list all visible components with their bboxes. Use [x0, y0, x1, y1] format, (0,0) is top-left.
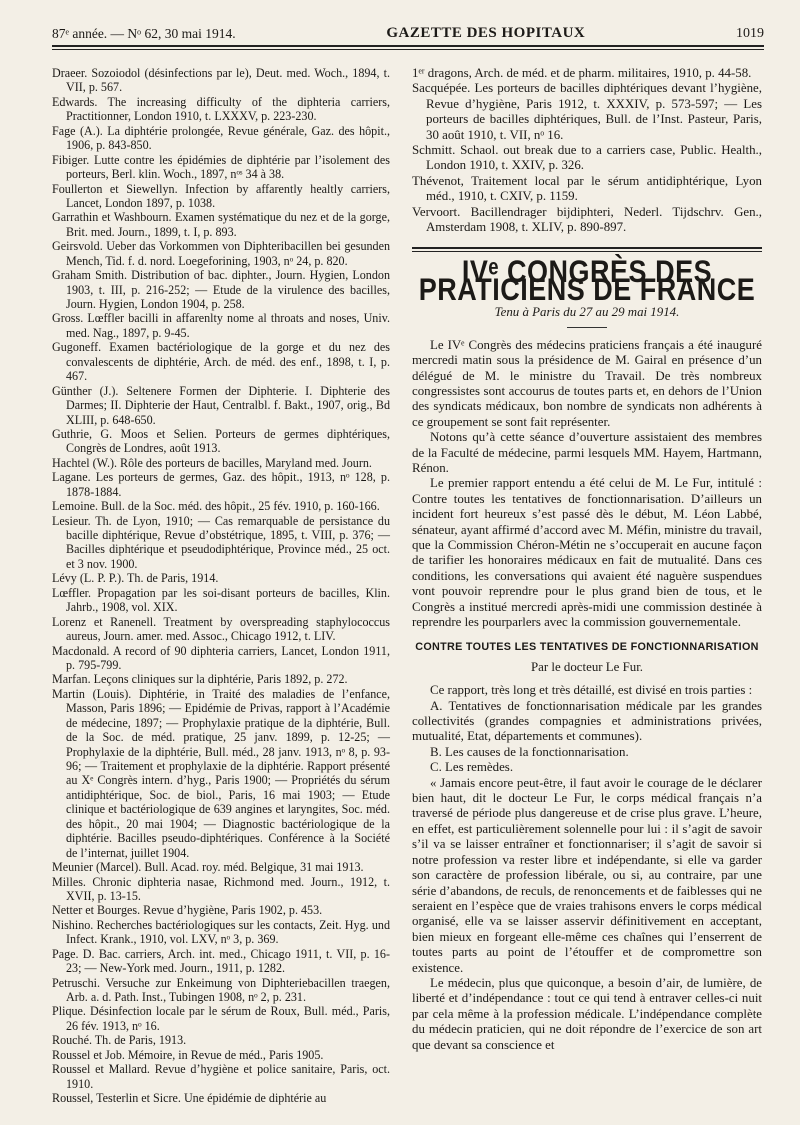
section-rule-thick — [412, 247, 762, 249]
bibliography-entry: Geirsvold. Ueber das Vorkommen von Diphteribacillen bei gesunden Mench, Tid. f. d. nord. Loegeforining, 1903, nᵒ 24, p. 820. — [52, 239, 390, 268]
bibliography-entry: Fibiger. Lutte contre les épidémies de diphtérie par l’isolement des porteurs, Berl. klin. Woch., 1897, nᵒˢ 34 à 38. — [52, 152, 390, 182]
paragraph: Le médecin, plus que quiconque, a besoin d’air, de lumière, de liberté et d’indépendance : tout ce qui tend à entraver celles-ci nuit par cela même à la profession médicale. L’indépendance complète du médecin praticien, qui ne doit répondre de l’exercice de son art que devant sa conscience et — [412, 975, 762, 1052]
bibliography-entry: 1ᵉʳ dragons, Arch. de méd. et de pharm. militaires, 1910, p. 44-58. — [412, 66, 752, 80]
bibliography-entry: Sacquépée. Les porteurs de bacilles diphtériques devant l’hygiène, Revue d’hygiène, Paris 1912, t. XXXIV, p. 573-597; — Les porteurs de bacilles diphtériques, Bull. de l’Inst. Pasteur, Paris, 30 août 1910, t. VII, nᵒ 16. — [412, 81, 762, 142]
congres-body — [412, 338, 762, 631]
header-rule-thick — [52, 45, 764, 47]
paragraph: A. Tentatives de fonctionnarisation médicale par les grandes collectivités (grandes compagnies et administrations privées, mutualité, Etat, départements et communes). — [412, 698, 762, 744]
section-heading: CONTRE TOUTES LES TENTATIVES DE FONCTIONNARISATION — [415, 641, 759, 654]
section-rule-thin — [412, 251, 762, 252]
bibliography-entry: Roussel, Testerlin et Sicre. Une épidémie de diphtérie au — [52, 1091, 327, 1106]
paragraph: Ce rapport, très long et très détaillé, est divisé en trois parties : — [430, 683, 753, 698]
bibliography-entry: Page. D. Bac. carriers, Arch. int. med., Chicago 1911, t. VII, p. 16-23; — New-York med. Journ., 1911, p. 1282. — [52, 946, 390, 976]
bibliography-entry: Lesieur. Th. de Lyon, 1910; — Cas remarquable de persistance du bacille diphtérique, Revue d’obstétrique, 1895, t. VIII, p. 376; — Bacilles diphtérique et pseudodiphtérique, Province méd., 25 oct. et 3 nov. 1900. — [52, 513, 390, 571]
right-column — [412, 66, 762, 1053]
bibliography-entry: Edwards. The increasing difficulty of the diphteria carriers, Practitionner, London 1910, t. LXXXV, p. 223-230. — [52, 94, 390, 124]
bibliography-entry: Gugoneff. Examen bactériologique de la gorge et du nez des convalescents de diphtérie, Arch. de méd. des enf., 1898, t. I, p. 467. — [52, 340, 390, 384]
congres-subtitle: Tenu à Paris du 27 au 29 mai 1914. — [494, 305, 680, 320]
bibliography-entry: Macdonald. A record of 90 diphteria carriers, Lancet, London 1911, p. 795-799. — [52, 643, 390, 672]
paragraph: C. Les remèdes. — [430, 760, 514, 775]
bibliography-entry: Lorenz et Ranenell. Treatment by overspreading staphylococcus aureus, Journ. amer. med. Assoc., Chicago 1912, t. LIV. — [52, 614, 390, 644]
paragraph: B. Les causes de la fonctionnarisation. — [430, 744, 629, 759]
bibliography-entry: Gross. Lœffler bacilli in affarenlty nome al throats and noses, Univ. med. Nag., 1897, p. 9-45. — [52, 311, 390, 340]
bibliography-entry: Petruschi. Versuche zur Enkeimung von Diphteriebacillen traegen, Arb. a. d. Path. Inst., Tubingen 1908, nᵒ 2, p. 231. — [52, 975, 390, 1004]
bibliography-entry: Lœffler. Propagation par les soi-disant porteurs de bacilles, Klin. Jahrb., 1908, vol. XIX. — [52, 585, 390, 615]
bibliography-entry: Meunier (Marcel). Bull. Acad. roy. méd. Belgique, 31 mai 1913. — [52, 860, 364, 875]
paragraph: Le IVᵉ Congrès des médecins praticiens français a été inauguré mercredi matin sous la présidence de M. Gairal en présence d’un délégué de M. le ministre du Travail. De très nombreux congressistes sont accourus de toutes parts et, en dehors de l’Union des syndicats médicaux, bon nombre de syndicats non adhérents à ce groupement se sont fait représenter. — [412, 337, 762, 429]
issue-info: 87ᵉ année. — Nᵒ 62, 30 mai 1914. — [52, 26, 236, 41]
bibliography-entry: Garrathin et Washbourn. Examen systématique du nez et de la gorge, Brit. med. Journ., 1899, t. I, p. 893. — [52, 210, 390, 239]
bibliography-entry: Nishino. Recherches bactériologiques sur les contacts, Zeit. Hyg. und Infect. Krank., 1910, vol. LXV, nᵒ 3, p. 369. — [52, 917, 390, 947]
paragraph: Le premier rapport entendu a été celui de M. Le Fur, intitulé : Contre toutes les tentatives de fonctionnarisation. D’ailleurs un incident fort heureux s’est passé dès le début, M. Léon Labbé, sénateur, ayant affirmé d’accord avec M. Méfin, ministre du travail, que la Commission Chéron-Métin ne s’occuperait en aucune façon de tarifier les honoraires médicaux en fait de mutualité. Dans ces conditions, les conversations qui avaient été naguère suspendues vont pouvoir reprendre pour le plus grand bien de tous, et le Congrès a institué mercredi après-midi une commission destinée à reprendre les pourparlers avec la commission gouvernementale. — [412, 476, 762, 629]
section-byline: Par le docteur Le Fur. — [530, 659, 644, 674]
paragraph: Notons qu’à cette séance d’ouverture assistaient des membres de la Faculté de médecine, parmi lesquels MM. Hayem, Hartmann, Rénon. — [412, 430, 762, 475]
header-rule-thin — [52, 49, 764, 50]
bibliography-entry: Lemoine. Bull. de la Soc. méd. des hôpit., 25 fév. 1910, p. 160-166. — [52, 499, 380, 514]
bibliography-entry: Schmitt. Schaol. out break due to a carriers case, Public. Health., London 1910, t. XXIV, p. 326. — [412, 143, 762, 173]
congres-title: IVᵉ CONGRÈS DES PRATICIENS DE FRANCE — [418, 254, 756, 308]
bibliography-entry: Lévy (L. P. P.). Th. de Paris, 1914. — [52, 571, 219, 586]
bibliography-entry: Martin (Louis). Diphtérie, in Traité des maladies de l’enfance, Masson, Paris 1896; — Epidémie de Privas, rapport à l’Académie de médecine, 1897; — Prophylaxie pratique de la diphtérie, Bull. de la Soc. de méd. pratique, 25 janv. 1899, p. 12-25; — Prophylaxie de la diphtérie, Bull. méd., 28 janv. 1913, nᵒ 8, p. 93-96; — Traitement et prophylaxie de la diphtérie. Rapport présenté au Xᵉ Congrès intern. d’hyg., Paris 1900; — Propriétés du sérum antidiphtérique, Soc. de biol., Paris, 16 mai 1903; — Etude clinique et bactériologique de 639 angines et laryngites, Soc. méd. des hôpit., 20 mai 1904; — Diagnostic bactériologique de la diphtérie. Bacilles pseudo-diphtériques. Conférence à la Société de l’internat, juillet 1904. — [52, 686, 390, 860]
bibliography-entry: Vervoort. Bacillendrager bijdiphteri, Nederl. Tijdschrv. Gen., Amsterdam 1908, t. XLIV, p. 890-897. — [412, 204, 762, 235]
page-header — [52, 18, 764, 42]
bibliography-entry: Marfan. Leçons cliniques sur la diphtérie, Paris 1892, p. 272. — [52, 672, 348, 687]
bibliography-entry: Thévenot, Traitement local par le sérum antidiphtérique, Lyon méd., 1910, t. CXIV, p. 1159. — [412, 173, 762, 204]
bibliography-entry: Roussel et Mallard. Revue d’hygiène et police sanitaire, Paris, oct. 1910. — [52, 1062, 390, 1091]
bibliography-entry: Roussel et Job. Mémoire, in Revue de méd., Paris 1905. — [52, 1047, 324, 1062]
bibliography-entry: Foullerton et Siewellyn. Infection by affarently healtly carriers, Lancet, London 1897, p. 1038. — [52, 181, 390, 210]
bibliography-entry: Fage (A.). La diphtérie prolongée, Revue générale, Gaz. des hôpit., 1906, p. 843-850. — [52, 123, 390, 153]
bibliography-entry: Lagane. Les porteurs de germes, Gaz. des hôpit., 1913, nᵒ 128, p. 1878-1884. — [52, 470, 390, 499]
section-body — [412, 683, 762, 1053]
bibliography-entry: Rouché. Th. de Paris, 1913. — [52, 1033, 187, 1048]
bibliography-entry: Graham Smith. Distribution of bac. diphter., Journ. Hygien, London 1903, t. III, p. 216-252; — Etude de la virulence des bacilles, Journ. Hygien, London 1904, p. 258. — [52, 268, 390, 311]
page-number: 1019 — [735, 26, 764, 41]
bibliography-entry: Plique. Désinfection locale par le sérum de Roux, Bull. méd., Paris, 26 fév. 1913, nᵒ 16. — [52, 1004, 390, 1033]
bibliography-entry: Netter et Bourges. Revue d’hygiène, Paris 1902, p. 453. — [52, 903, 323, 918]
bibliography-entry: Draeer. Sozoiodol (désinfections par le), Deut. med. Woch., 1894, t. VII, p. 567. — [52, 66, 390, 95]
bibliography-entry: Günther (J.). Seltenere Formen der Diphterie. I. Diphterie des Darmes; II. Diphterie der Haut, Centralbl. f. Bakt., 1907, orig., Bd XLIII, p. 648-650. — [52, 383, 390, 427]
journal-title: GAZETTE DES HOPITAUX — [386, 25, 586, 41]
paragraph: « Jamais encore peut-être, il faut avoir le courage de le déclarer bien haut, dit le docteur Le Fur, le corps médical français n’a traversé de période plus dangereuse et de crise plus grave. L’heure, en effet, est particulièrement solennelle pour lui : il s’agit de savoir s’il va se laisser entraîner et fonctionnariser; il s’agit de savoir si notre profession va rester libre et indépendante, si elle va garder son caractère de profession libérale, ou si, au contraire, par une série d’abandons, de reculs, de renoncements et de faiblesses qui ne seraient en l’espèce que de vraies trahisons envers le corps médical organisé, elle va se laisser asservir définitivement en acceptant, bien mieux en forgeant elle-même ces chaînes qui l’enserrent de toutes parts au point de l’étouffer et de compromettre son existence. — [412, 775, 762, 975]
short-rule — [567, 327, 607, 328]
bibliography-continued — [412, 66, 762, 235]
bibliography-entry: Milles. Chronic diphteria nasae, Richmond med. Journ., 1912, t. XVII, p. 13-15. — [52, 874, 390, 903]
bibliography-entry: Hachtel (W.). Rôle des porteurs de bacilles, Maryland med. Journ. — [52, 455, 372, 470]
bibliography-entry: Guthrie, G. Moos et Selien. Porteurs de germes diphtériques, Congrès de Londres, août 1913. — [52, 426, 390, 456]
left-column — [52, 66, 390, 1106]
